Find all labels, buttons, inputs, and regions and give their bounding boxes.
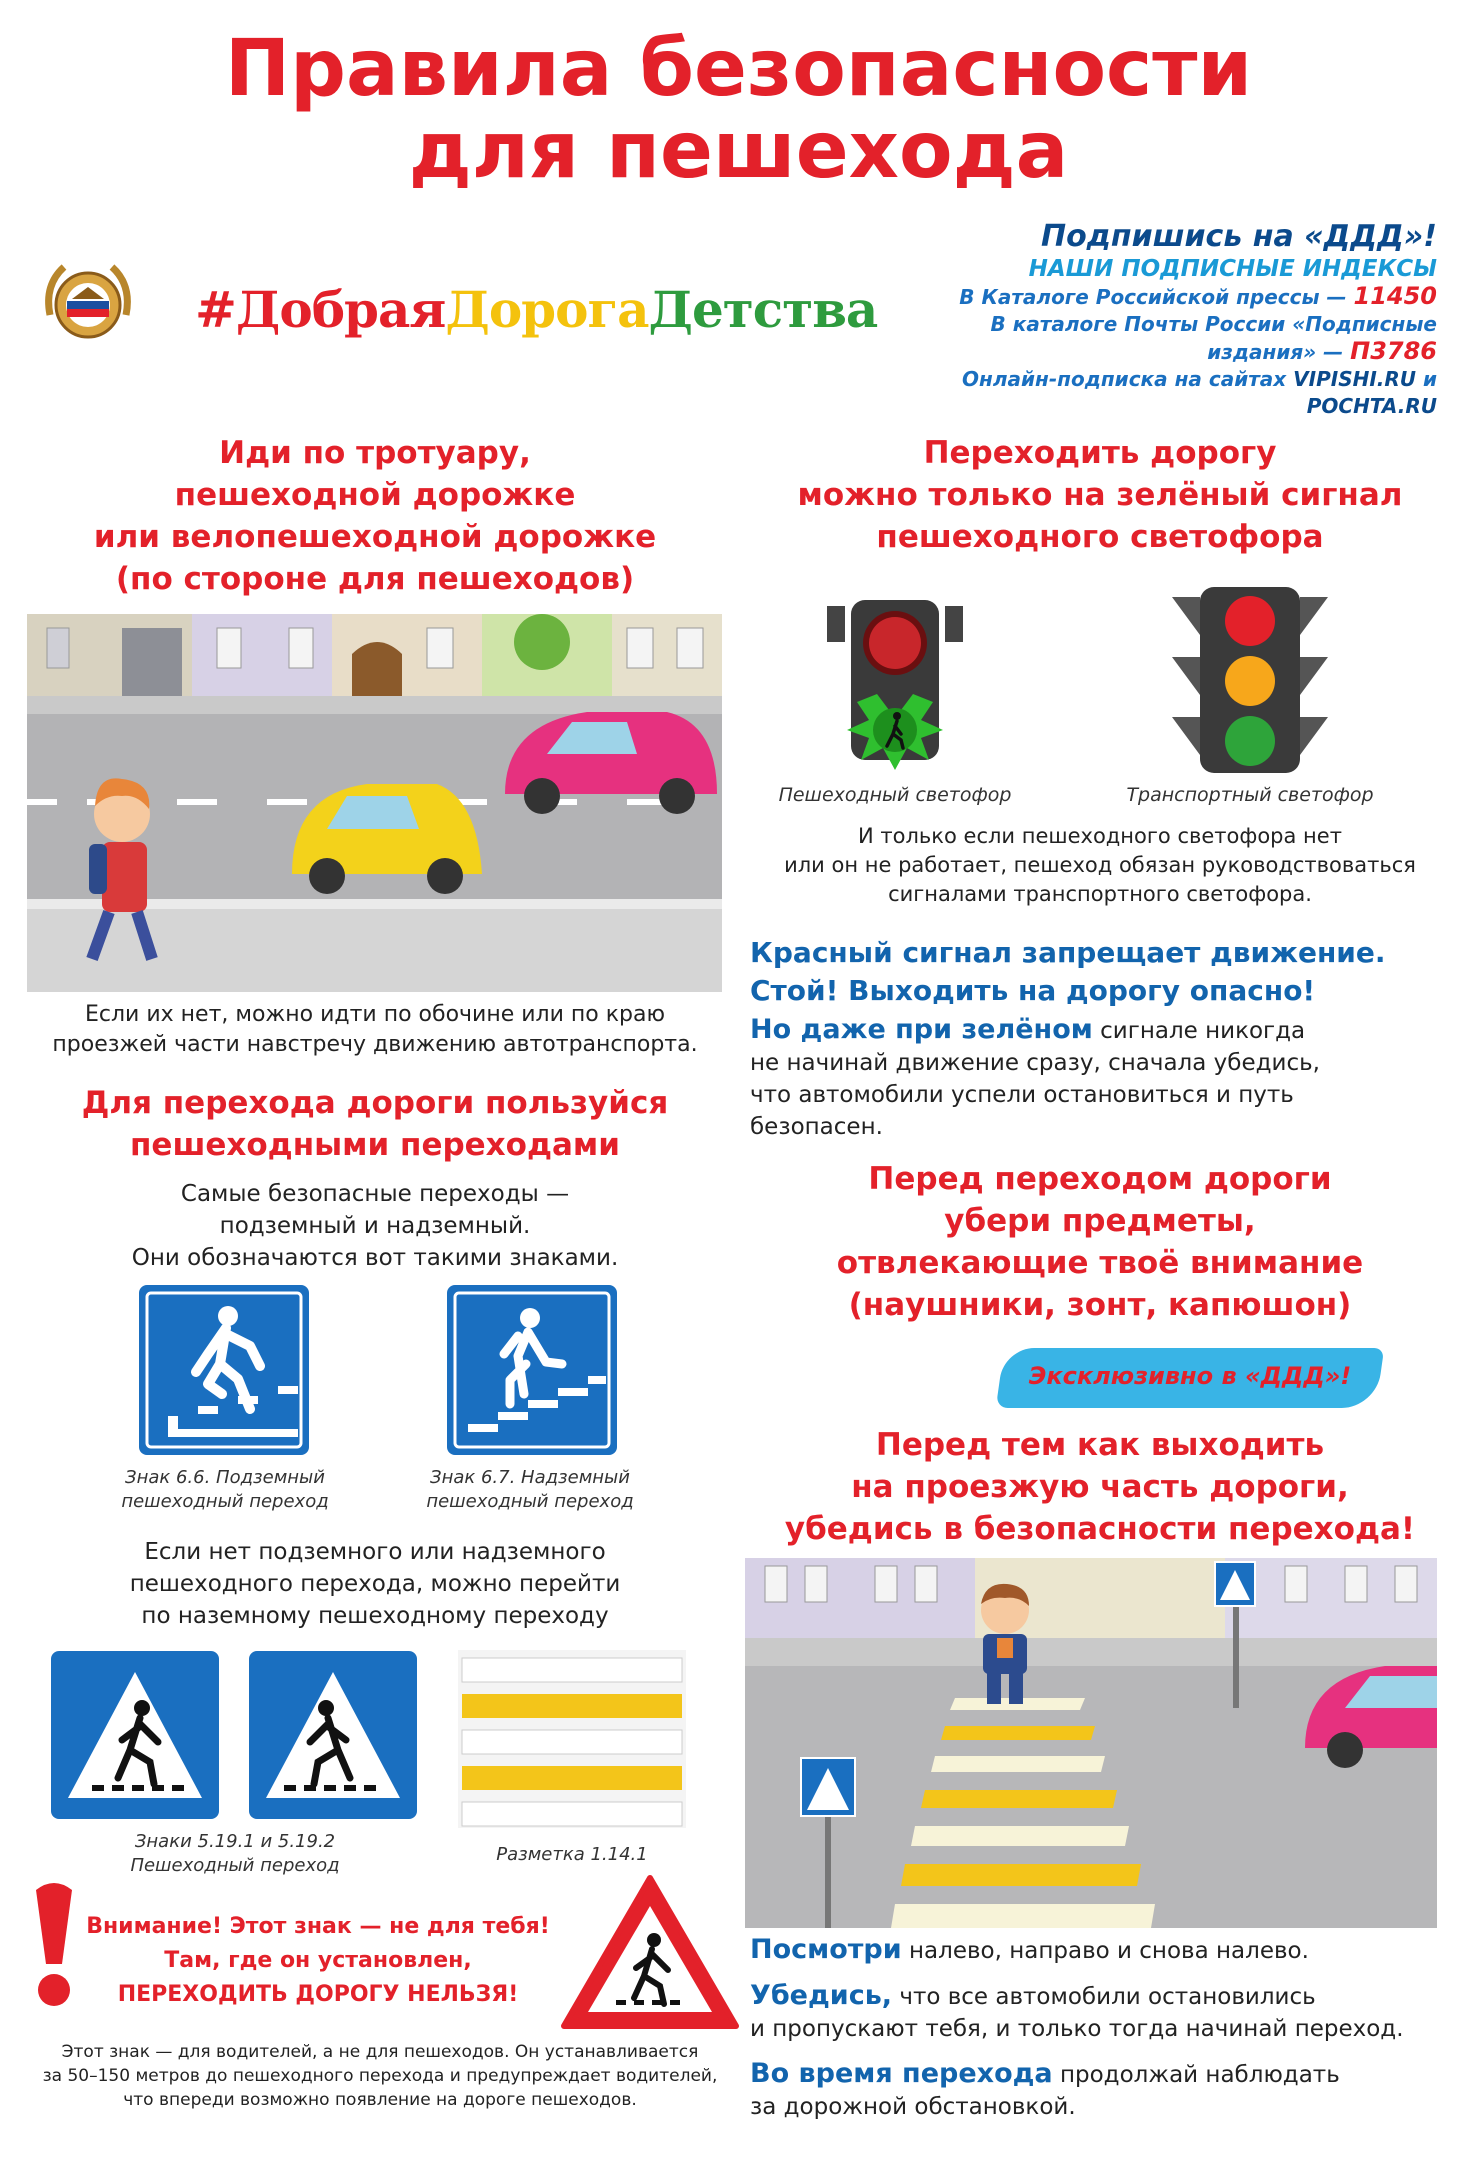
traffic-light-icon [1170,585,1330,775]
index-line-1-text: В Каталоге Российской прессы — [959,285,1354,309]
sidewalk-heading-line: или велопешеходной дорожке [93,519,657,555]
exclusive-badge-label: Эксклюзивно в «ДДД»! [1028,1362,1352,1390]
title-line-2: для пешехода [408,106,1069,196]
sign-519-caption [100,1830,370,1878]
emblem-icon [40,255,136,351]
title-line-1: Правила безопасности [224,24,1253,114]
warning-triangle-icon [560,1872,740,2032]
ensure-rest: что все автомобили остановились [892,1984,1316,2010]
index-line-3-text: Онлайн-подписка на сайтах [962,367,1294,391]
index-line-1 [877,283,1437,311]
items-heading [750,1158,1450,1326]
signal-note-line: И только если пешеходного светофора нет [858,824,1342,848]
crossing-text-line: подземный и надземный. [219,1213,531,1239]
red-signal-line: Красный сигнал запрещает движение. [750,936,1386,969]
during-rest: продолжай наблюдать [1052,2062,1340,2088]
traffic-light-caption: Транспортный светофор [1126,784,1374,806]
signal-heading-line: Переходить дорогу [923,435,1277,471]
safety-heading-line: на проезжую часть дороги, [851,1469,1349,1505]
warning-note [20,2040,740,2112]
warning-note-line: Этот знак — для водителей, а не для пешеходов. Он устанавливается [61,2042,699,2062]
hashtag-part-1: #Добрая [195,280,446,339]
crossing-heading-line: пешеходными переходами [130,1127,620,1163]
look-text [750,1934,1470,1967]
items-heading-line: убери предметы, [944,1203,1256,1239]
ensure-first-line [750,1980,1470,2013]
index-value-2: П3786 [1350,337,1437,365]
warning-text [78,1910,558,2012]
sign-67-caption [405,1466,655,1514]
indexes-title: НАШИ ПОДПИСНЫЕ ИНДЕКСЫ [1028,256,1437,282]
signal-note [740,822,1460,909]
subscribe-title: Подпишись на «ДДД»! [1040,219,1437,254]
signal-note-line: или он не работает, пешеход обязан руководствоваться [784,853,1416,877]
safety-heading-line: Перед тем как выходить [875,1427,1325,1463]
crossing-text [60,1178,690,1274]
ground-crossing-text [60,1536,690,1632]
safety-heading [750,1424,1450,1550]
crossing-heading [30,1082,720,1166]
green-signal-line: что автомобили успели остановиться и путь [750,1082,1294,1108]
sign-519-caption-line: Пешеходный переход [130,1855,340,1876]
sign-67-caption-line: Знак 6.7. Надземный [430,1467,630,1488]
crossing-text-line: Самые безопасные переходы — [180,1181,570,1207]
site-link-2[interactable]: POCHTA.RU [1306,394,1437,418]
page-title [0,24,1477,196]
index-line-2 [877,311,1437,366]
warning-note-line: что впереди возможно появление на дороге пешеходов. [123,2090,637,2110]
green-signal-first-line [750,1014,1470,1047]
green-signal-bold: Но даже при зелёном [750,1014,1093,1045]
index-value-1: 11450 [1353,282,1437,310]
safety-heading-line: убедись в безопасности перехода! [784,1511,1416,1547]
sign-519-caption-line: Знаки 5.19.1 и 5.19.2 [134,1831,336,1852]
sign-66-caption [100,1466,350,1514]
warning-line: ПЕРЕХОДИТЬ ДОРОГУ НЕЛЬЗЯ! [117,1982,519,2007]
red-signal-line: Стой! Выходить на дорогу опасно! [750,974,1316,1007]
crosswalk-illustration [745,1558,1437,1928]
road-marking-icon [458,1650,686,1828]
crossing-sign-icon [248,1650,418,1820]
hashtag-part-3: Детства [648,280,878,339]
red-signal-text [750,934,1470,1010]
items-heading-line: (наушники, зонт, капюшон) [848,1287,1352,1323]
items-heading-line: отвлекающие твоё внимание [836,1245,1364,1281]
ground-text-line: по наземному пешеходному переходу [141,1603,609,1629]
sidewalk-heading-line: (по стороне для пешеходов) [115,561,635,597]
warning-note-line: за 50–150 метров до пешеходного перехода и предупреждает водителей, [42,2066,718,2086]
pedestrian-light-icon [825,598,965,773]
crossing-heading-line: Для перехода дороги пользуйся [81,1085,669,1121]
site-link-1[interactable]: VIPISHI.RU [1293,367,1417,391]
during-line-2: за дорожной обстановкой. [750,2094,1076,2120]
ensure-text [750,1980,1470,2045]
site-and: и [1416,367,1437,391]
green-signal-text [750,1014,1470,1143]
signal-heading [750,432,1450,558]
during-first-line [750,2058,1470,2091]
warning-line: Внимание! Этот знак — не для тебя! [86,1914,550,1939]
subscription-box [877,218,1437,420]
street-illustration [27,614,722,992]
sidewalk-note-line: проезжей части навстречу движению автотранспорта. [52,1032,698,1057]
sidewalk-note [20,1000,730,1060]
ensure-line-2: и пропускают тебя, и только тогда начинай переход. [750,2016,1404,2042]
sign-66-caption-line: Знак 6.6. Подземный [125,1467,325,1488]
index-line-3 [877,366,1437,420]
ped-light-caption: Пешеходный светофор [778,784,1012,806]
sign-67-caption-line: пешеходный переход [426,1491,634,1512]
signal-note-line: сигналами транспортного светофора. [888,882,1312,906]
during-text [750,2058,1470,2123]
ensure-bold: Убедись, [750,1980,893,2011]
warning-line: Там, где он установлен, [164,1948,472,1973]
index-line-2-text: В каталоге Почты России «Подписные издания» — [990,312,1437,364]
hashtag-part-2: Дорога [445,280,649,339]
during-bold: Во время перехода [750,2058,1053,2089]
exclamation-icon [30,1880,78,2010]
crossing-sign-icon [50,1650,220,1820]
items-heading-line: Перед переходом дороги [868,1161,1332,1197]
sidewalk-note-line: Если их нет, можно идти по обочине или по краю [85,1002,665,1027]
green-signal-line: безопасен. [750,1114,883,1140]
look-rest: налево, направо и снова налево. [901,1938,1309,1964]
look-bold: Посмотри [750,1934,902,1965]
ground-text-line: пешеходного перехода, можно перейти [129,1571,621,1597]
green-signal-rest: сигнале никогда [1092,1018,1306,1044]
signal-heading-line: можно только на зелёный сигнал [797,477,1403,513]
sidewalk-heading [30,432,720,600]
green-signal-line: не начинай движение сразу, сначала убедись, [750,1050,1320,1076]
signal-heading-line: пешеходного светофора [876,519,1324,555]
underpass-sign-icon [138,1284,310,1456]
hashtag [195,280,877,339]
sidewalk-heading-line: Иди по тротуару, [219,435,531,471]
marking-caption: Разметка 1.14.1 [496,1844,648,1865]
ground-text-line: Если нет подземного или надземного [144,1539,606,1565]
overpass-sign-icon [446,1284,618,1456]
sign-66-caption-line: пешеходный переход [121,1491,329,1512]
crossing-text-line: Они обозначаются вот такими знаками. [131,1245,619,1271]
sidewalk-heading-line: пешеходной дорожке [174,477,576,513]
